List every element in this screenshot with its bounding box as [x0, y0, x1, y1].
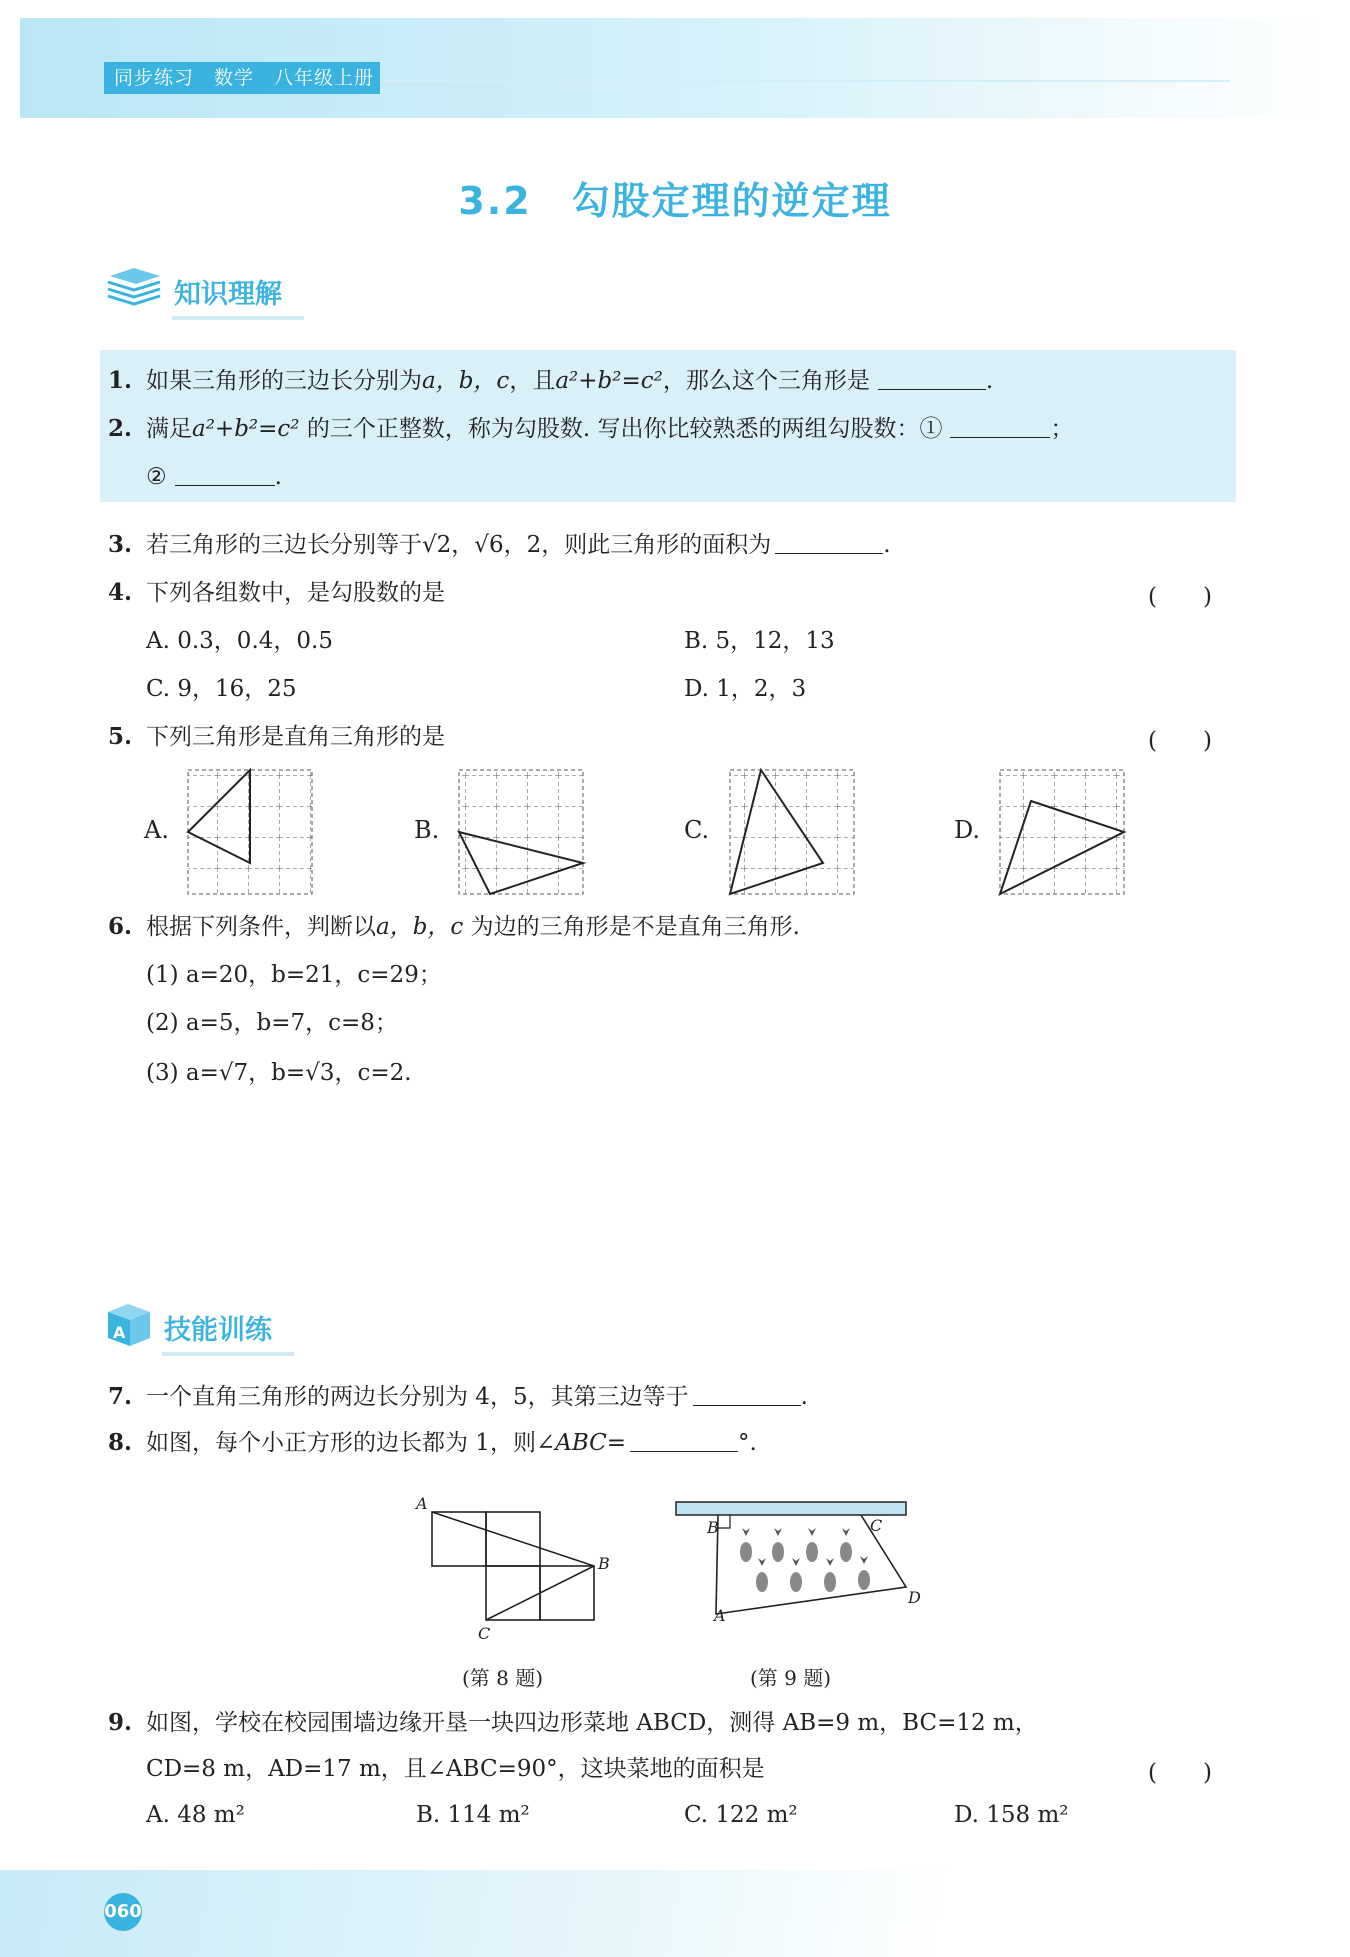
question-9-line2: CD=8 m，AD=17 m，且∠ABC=90°，这块菜地的面积是	[146, 1756, 765, 1782]
option-d[interactable]: D. 1，2，3	[684, 676, 807, 702]
grid-figure-d	[1000, 770, 1124, 894]
svg-text:A: A	[113, 1323, 126, 1342]
fig9-label-b: B	[707, 1518, 719, 1537]
section-skills-title: 技能训练	[164, 1315, 272, 1346]
question-6: 6. 根据下列条件，判断以a，b，c 为边的三角形是不是直角三角形.	[108, 913, 800, 940]
figure-8	[432, 1512, 594, 1620]
title-number: 3.2	[458, 179, 532, 223]
fig8-label-a: A	[416, 1494, 428, 1513]
option-a[interactable]: A. 48 m²	[146, 1802, 245, 1828]
fig9-label-a: A	[714, 1606, 726, 1625]
question-4: 4. 下列各组数中，是勾股数的是	[108, 579, 445, 606]
question-7: 7. 一个直角三角形的两边长分别为 4，5，其第三边等于 .	[108, 1383, 808, 1410]
fig8-label-c: C	[478, 1624, 491, 1643]
figure-8-caption: (第 8 题)	[462, 1666, 544, 1690]
section-knowledge-title: 知识理解	[174, 279, 282, 310]
figure-9-caption: (第 9 题)	[750, 1666, 832, 1690]
grid-figure-a	[188, 770, 312, 894]
fig9-label-c: C	[870, 1516, 883, 1535]
question-2: 2. 满足a²+b²=c² 的三个正整数，称为勾股数. 写出你比较熟悉的两组勾股数：① ；	[108, 415, 1074, 442]
question-3: 3. 若三角形的三边长分别等于√2，√6，2，则此三角形的面积为 .	[108, 531, 891, 558]
header-tag: 同步练习 数学 八年级上册	[104, 62, 380, 94]
option-a-label[interactable]: A.	[144, 816, 169, 844]
grid-figure-b	[459, 770, 583, 894]
question-2-line2: ② .	[146, 464, 282, 490]
answer-blank[interactable]	[630, 1429, 738, 1452]
question-5: 5. 下列三角形是直角三角形的是	[108, 723, 445, 750]
footer-band	[0, 1870, 1350, 1957]
question-6-item-3: (3) a=√7，b=√3，c=2.	[146, 1060, 412, 1086]
option-b[interactable]: B. 5，12，13	[684, 628, 835, 654]
option-b-label[interactable]: B.	[414, 816, 440, 844]
option-a[interactable]: A. 0.3，0.4，0.5	[146, 628, 333, 654]
option-c-label[interactable]: C.	[684, 816, 710, 844]
fig9-label-d: D	[908, 1588, 921, 1607]
answer-paren[interactable]: ( )	[1148, 728, 1212, 754]
section-underline	[162, 1352, 294, 1356]
page-number: 060	[104, 1893, 142, 1931]
option-d-label[interactable]: D.	[954, 816, 981, 844]
option-c[interactable]: C. 122 m²	[684, 1802, 798, 1828]
fig8-label-b: B	[598, 1554, 610, 1573]
answer-blank[interactable]	[693, 1383, 801, 1406]
title-text: 勾股定理的逆定理	[571, 179, 892, 223]
option-d[interactable]: D. 158 m²	[954, 1802, 1069, 1828]
question-9: 9. 如图，学校在校园围墙边缘开垦一块四边形菜地 ABCD，测得 AB=9 m，BC=12 m，	[108, 1709, 1038, 1736]
question-6-item-2: (2) a=5，b=7，c=8；	[146, 1010, 398, 1036]
question-8: 8. 如图，每个小正方形的边长都为 1，则∠ABC= °.	[108, 1429, 757, 1456]
question-1: 1. 如果三角形的三边长分别为a，b，c，且a²+b²=c²，那么这个三角形是 .	[108, 367, 994, 394]
option-c[interactable]: C. 9，16，25	[146, 676, 297, 702]
answer-paren[interactable]: ( )	[1148, 1760, 1212, 1786]
cube-a-icon	[104, 1300, 154, 1348]
section-skills	[104, 1306, 294, 1350]
question-6-item-1: (1) a=20，b=21，c=29；	[146, 962, 442, 988]
answer-paren[interactable]: ( )	[1148, 584, 1212, 610]
grid-figure-c	[730, 770, 854, 894]
option-b[interactable]: B. 114 m²	[416, 1802, 530, 1828]
